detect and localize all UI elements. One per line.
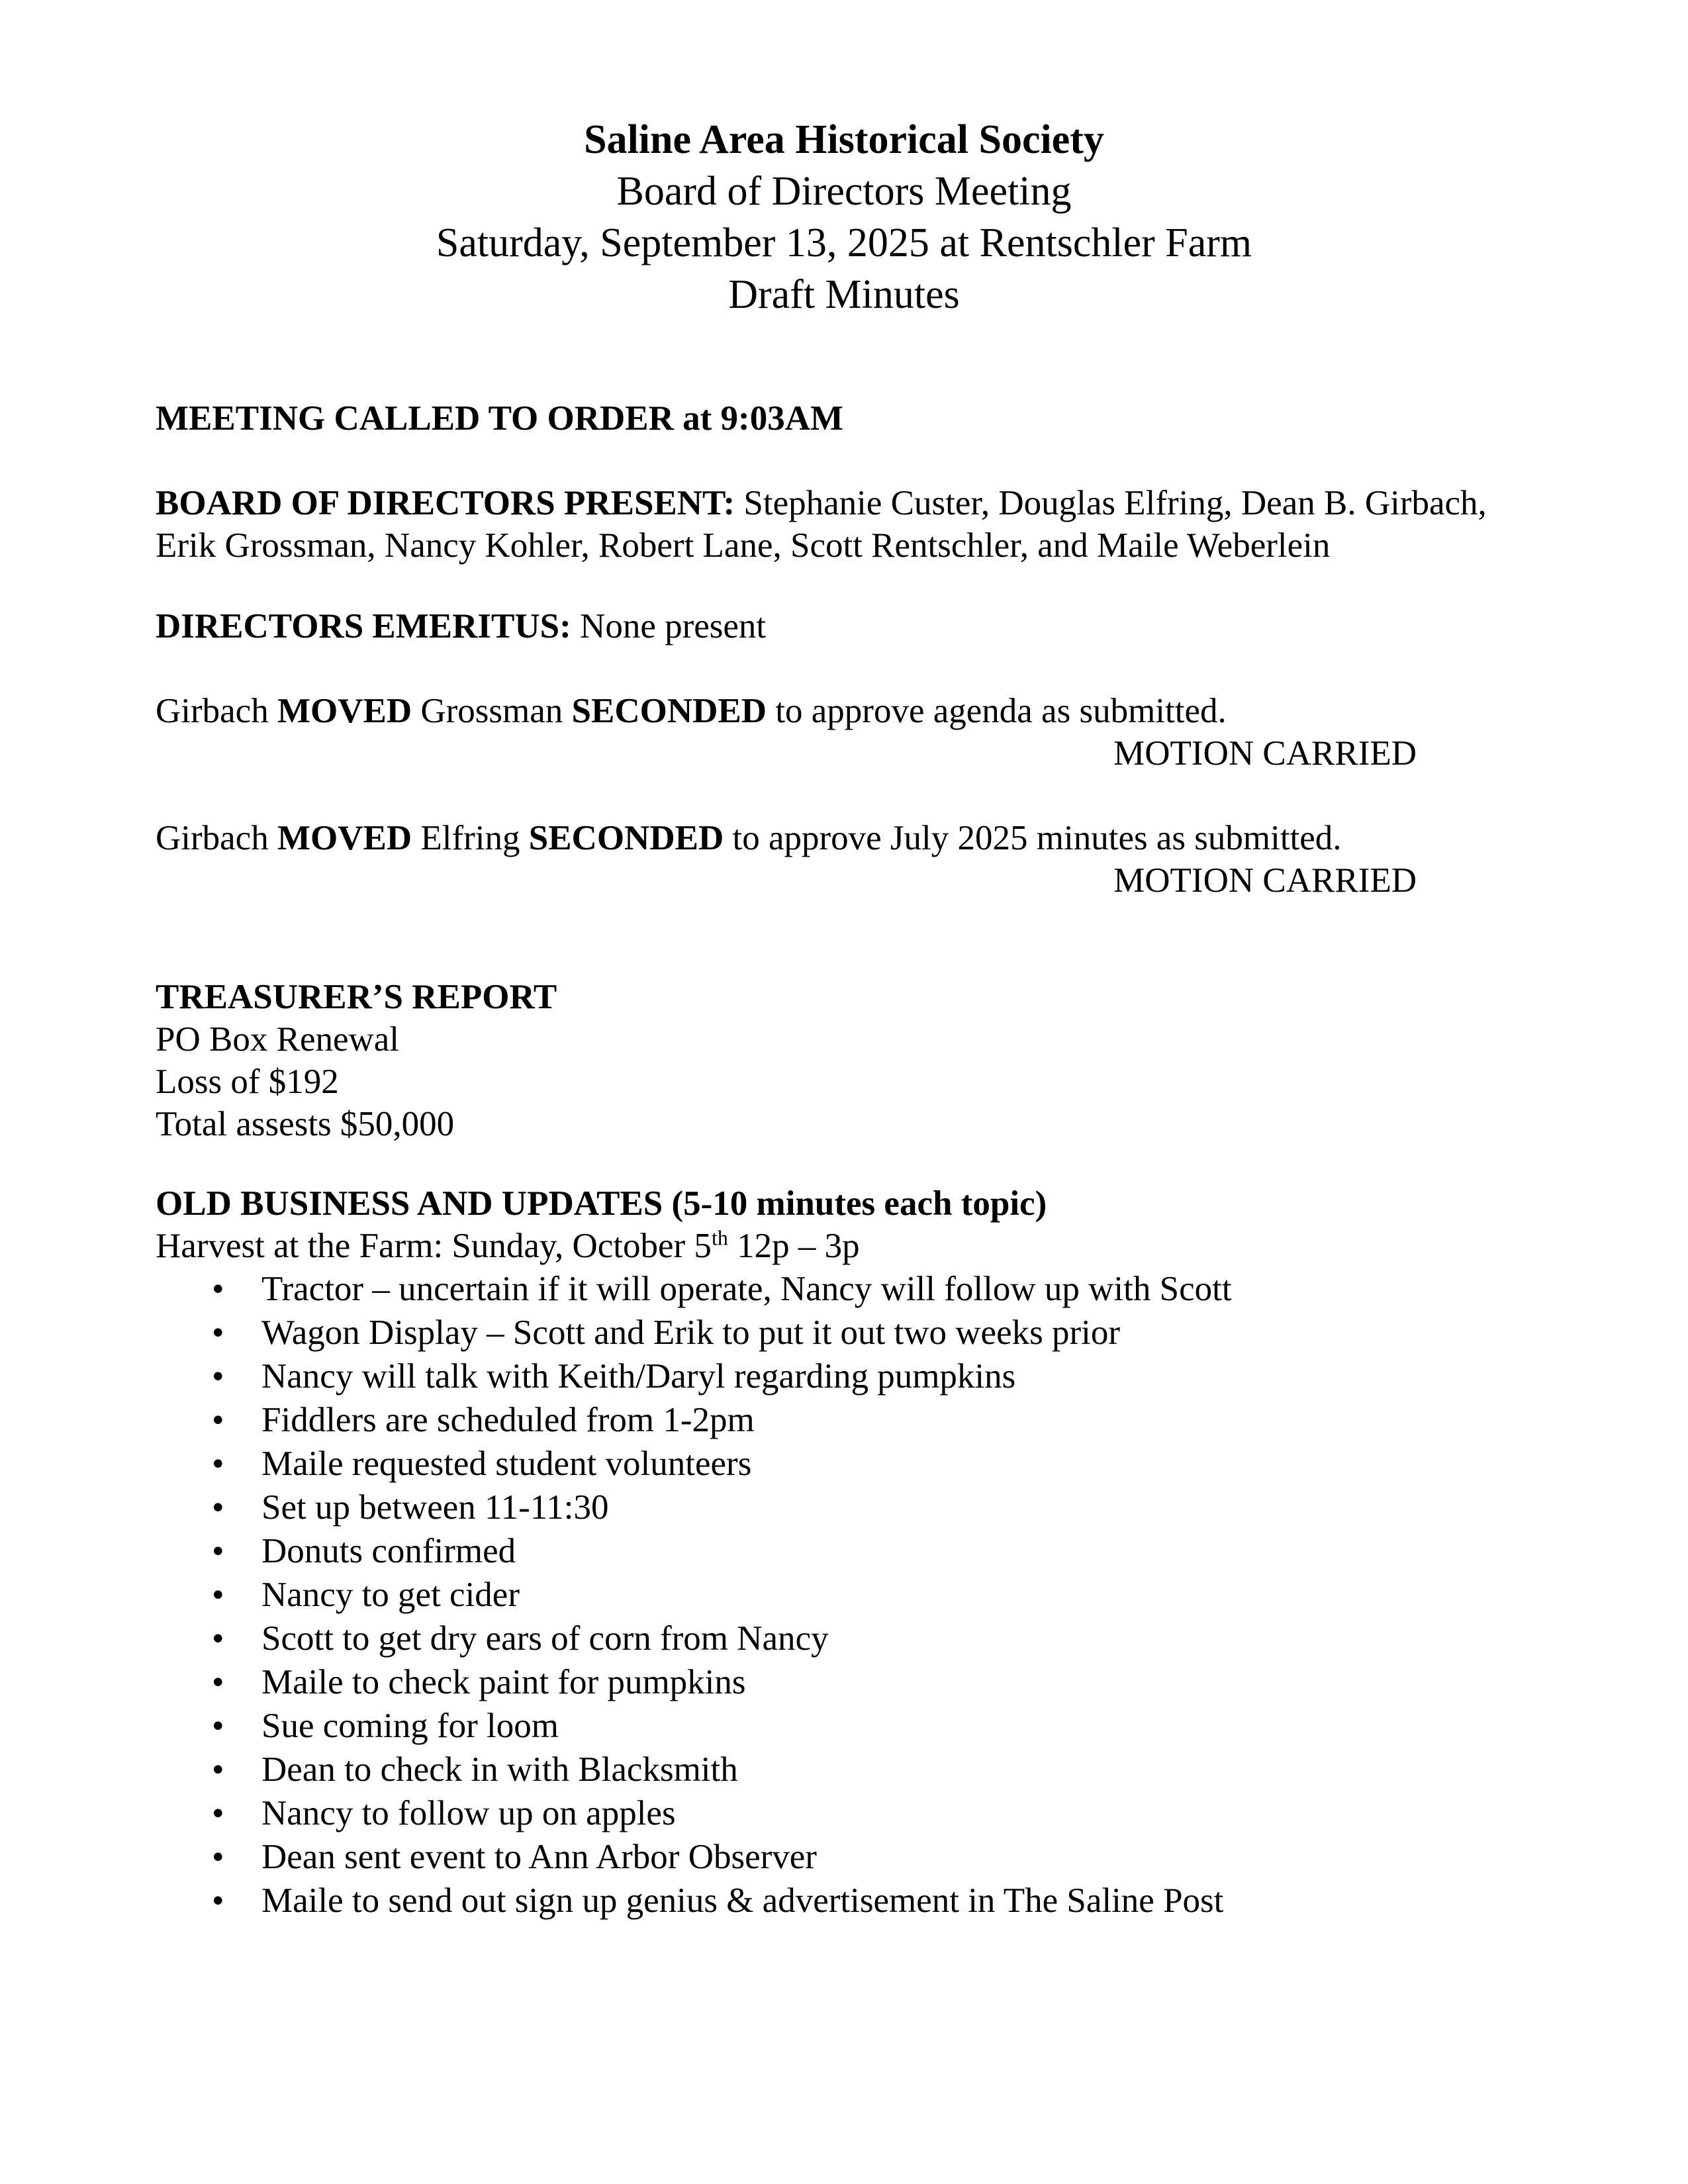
harvest-event-suffix: 12p – 3p [727, 1227, 860, 1265]
treasurer-line: Loss of $192 [156, 1063, 339, 1101]
directors-emeritus-label: DIRECTORS EMERITUS: [156, 607, 571, 645]
old-business-heading: OLD BUSINESS AND UPDATES (5-10 minutes each topic) [156, 1184, 1047, 1223]
document-header [156, 114, 1532, 320]
seconded-keyword: SECONDED [528, 819, 724, 857]
moved-keyword: MOVED [277, 692, 412, 730]
motion-seconder: Grossman [412, 692, 572, 730]
list-item: • Dean to check in with Blacksmith [156, 1748, 1532, 1791]
motion-minutes-paragraph [156, 817, 1532, 859]
directors-emeritus-paragraph [156, 605, 1532, 647]
meeting-date-location: Saturday, September 13, 2025 at Rentschler Farm [436, 220, 1252, 265]
list-item: • Donuts confirmed [156, 1529, 1532, 1573]
motion-seconder: Elfring [412, 819, 529, 857]
treasurers-report-section [156, 976, 1532, 1145]
board-present-paragraph [156, 482, 1532, 567]
motion-agenda-paragraph [156, 690, 1532, 732]
list-item: • Set up between 11-11:30 [156, 1486, 1532, 1529]
old-business-section [156, 1182, 1532, 1923]
ordinal-suffix: th [711, 1225, 728, 1250]
board-present-names: Stephanie Custer, Douglas Elfring, Dean B. Girbach, Erik Grossman, Nancy Kohler, Robert Lane, Scott Rentschler, and Maile Weberlein [156, 484, 1487, 565]
list-item: • Maile to send out sign up genius & advertisement in The Saline Post [156, 1879, 1532, 1923]
motion-text: to approve agenda as submitted. [767, 692, 1227, 730]
list-item: • Nancy to get cider [156, 1573, 1532, 1617]
meeting-type: Board of Directors Meeting [616, 169, 1072, 214]
motion-mover: Girbach [156, 692, 277, 730]
list-item: • Nancy to follow up on apples [156, 1791, 1532, 1835]
moved-keyword: MOVED [277, 819, 412, 857]
treasurer-line: Total assests $50,000 [156, 1105, 455, 1143]
motion-mover: Girbach [156, 819, 277, 857]
list-item: • Fiddlers are scheduled from 1-2pm [156, 1398, 1532, 1442]
organization-name: Saline Area Historical Society [584, 117, 1104, 162]
list-item: • Tractor – uncertain if it will operate, Nancy will follow up with Scott [156, 1267, 1532, 1311]
seconded-keyword: SECONDED [571, 692, 767, 730]
treasurer-line: PO Box Renewal [156, 1020, 400, 1059]
harvest-event-line [156, 1225, 1532, 1267]
document-type: Draft Minutes [728, 272, 960, 317]
list-item: • Wagon Display – Scott and Erik to put it out two weeks prior [156, 1311, 1532, 1354]
list-item: • Maile requested student volunteers [156, 1442, 1532, 1486]
motion-result: MOTION CARRIED [1113, 734, 1417, 773]
motion-text: to approve July 2025 minutes as submitted. [724, 819, 1342, 857]
directors-emeritus-value: None present [571, 607, 767, 645]
list-item: • Scott to get dry ears of corn from Nancy [156, 1617, 1532, 1660]
list-item: • Maile to check paint for pumpkins [156, 1660, 1532, 1704]
harvest-event-prefix: Harvest at the Farm: Sunday, October 5 [156, 1227, 712, 1265]
called-to-order-line: MEETING CALLED TO ORDER at 9:03AM [156, 399, 843, 438]
board-present-label: BOARD OF DIRECTORS PRESENT: [156, 484, 735, 522]
list-item: • Dean sent event to Ann Arbor Observer [156, 1835, 1532, 1879]
list-item: • Sue coming for loom [156, 1704, 1532, 1748]
list-item: • Nancy will talk with Keith/Daryl regarding pumpkins [156, 1354, 1532, 1398]
harvest-bullet-list [156, 1267, 1532, 1923]
treasurers-report-heading: TREASURER’S REPORT [156, 978, 557, 1016]
motion-result: MOTION CARRIED [1113, 861, 1417, 900]
